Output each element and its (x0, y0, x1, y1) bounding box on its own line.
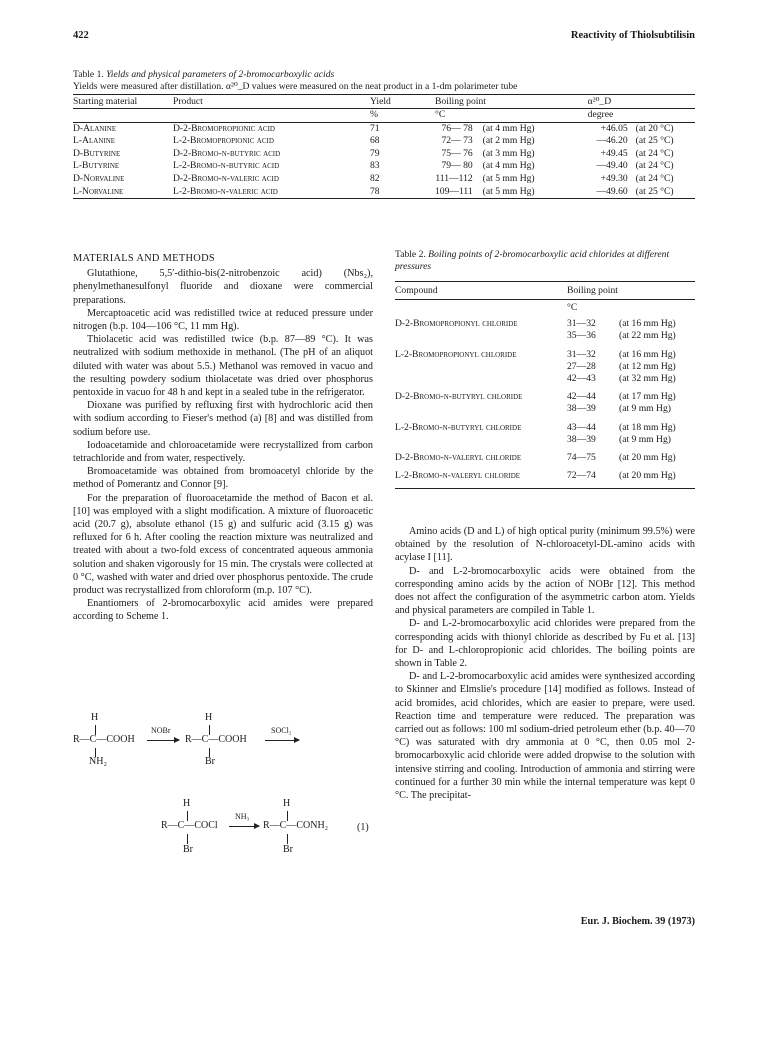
table-cell: L-2-Bromo-n-valeric acid (173, 185, 278, 197)
boiling-point: 74—75 (567, 452, 596, 464)
compound-name: D-2-Bromo-n-valeryl chloride (395, 452, 522, 464)
table-row (73, 160, 695, 173)
scheme-reactant: R—C—COOH (73, 734, 135, 745)
table-cell: (at 5 mm Hg) (482, 172, 535, 184)
table-cell: (at 24 °C) (635, 147, 674, 159)
rotation-unit: degree (587, 109, 614, 120)
pressure: (at 16 mm Hg) (619, 348, 676, 360)
paragraph: Mercaptoacetic acid was redistilled twice at reduced pressure under nitrogen (b.p. 104—106 °C, 11 mm Hg). (73, 307, 373, 333)
table-cell: (at 25 °C) (635, 135, 674, 147)
table-cell: D-2-Bromo-n-valeric acid (173, 172, 279, 184)
table-cell: L-Norvaline (73, 185, 124, 197)
table-1-header: Product (173, 96, 203, 107)
section-title: MATERIALS AND METHODS (73, 253, 215, 264)
table-1 (73, 69, 695, 199)
table-row (73, 173, 695, 186)
scheme-bond (287, 834, 288, 844)
table-row (73, 122, 695, 135)
table-cell: (at 24 °C) (635, 160, 674, 172)
paragraph: D- and L-2-bromocarboxylic acids were obtained from the corresponding amino acids by the action of NOBr [12]. This method does not affect the configuration of the asymmetric carbon atom. Yields and physical parameters are compiled in Table 1. (395, 565, 695, 617)
pressure: (at 20 mm Hg) (619, 452, 676, 464)
table-1-header: Boiling point (435, 96, 486, 107)
table-1-title: Yields and physical parameters of 2-bromocarboxylic acids (106, 69, 335, 80)
table-2-caption (395, 249, 695, 273)
table-row (395, 434, 695, 452)
paragraph: Enantiomers of 2-bromocarboxylic acid amides were prepared according to Scheme 1. (73, 598, 373, 623)
scheme-arrow (265, 740, 299, 741)
table-2-label: Table 2. (395, 249, 426, 260)
page-number: 422 (73, 30, 89, 41)
scheme-br: Br (283, 844, 293, 855)
table-cell: 75— 76 (441, 147, 473, 159)
table-row (73, 148, 695, 161)
scheme-intermediate: R—C—COOH (185, 734, 247, 745)
table-cell: D-Butyrine (73, 147, 121, 159)
table-cell: (at 24 °C) (635, 172, 674, 184)
table-cell: L-Alanine (73, 135, 116, 147)
boiling-point: 27—28 (567, 360, 596, 372)
pressure: (at 32 mm Hg) (619, 373, 676, 385)
table-cell: (at 4 mm Hg) (482, 160, 535, 172)
paragraph: D- and L-2-bromocarboxylic acid chlorides were prepared from the corresponding acids with thionyl chloride as described by Fu et al. [13] for D- and L-chloropropionic acid chlorides. The boiling points are shown in Table 2. (395, 618, 695, 670)
left-column (73, 252, 373, 624)
equation-number: (1) (357, 822, 369, 833)
compound-name: L-2-Bromo-n-butyryl chloride (395, 421, 522, 433)
paragraph: Dioxane was purified by refluxing first with hydrochloric acid then with sodium according to Fieser's method (a) [8] and was distilled from sodium before use. (73, 400, 373, 438)
table-cell: 82 (370, 172, 380, 184)
table-cell: L-Butyrine (73, 160, 120, 172)
paragraph: Iodoacetamide and chloroacetamide were recrystallized from carbon tetrachloride and from water, respectively. (73, 439, 373, 465)
running-title: Reactivity of Thiolsubtilisin (570, 30, 695, 41)
pressure: (at 20 mm Hg) (619, 470, 676, 482)
table-cell: 83 (370, 160, 380, 172)
table-cell: 76— 78 (441, 122, 473, 134)
scheme-nh2: NH₂ (89, 756, 107, 767)
table-cell: L-2-Bromo-n-butyric acid (173, 160, 280, 172)
boiling-point: 72—74 (567, 470, 596, 482)
table-cell: 109—111 (435, 185, 473, 197)
scheme-h: H (283, 798, 291, 809)
table-1-header: Yield (370, 96, 391, 107)
boiling-point: 42—44 (567, 391, 596, 403)
table-cell: 111—112 (435, 172, 473, 184)
table-cell: —46.20 (596, 135, 628, 147)
table-cell: D-2-Bromopropionic acid (173, 122, 275, 134)
paragraph: Glutathione, 5,5′-dithio-bis(2-nitrobenzoic acid) (Nbs₂), phenylmethanesulfonyl fluoride and dioxane were commercial preparations. (73, 268, 373, 306)
boiling-point: 42—43 (567, 373, 596, 385)
paragraph: For the preparation of fluoroacetamide the method of Bacon et al. [10] was employed with a slight modification. A mixture of fluoroacetic acid (20.7 g), absolute ethanol (15 g) and sulfuric acid (3.15 g) was refluxed for 6 h. After cooling the reaction mixture was neutralized and treated with about a two-fold excess of concentrated aqueous ammonia solution and shaken vigorously for 15 min. The crystals were collected at 0 °C, washed with water and dried over phosphorus pentoxide. The crude product was recrystallized from chloroform (m.p. 107 °C). (73, 492, 373, 597)
table-cell: D-Alanine (73, 122, 117, 134)
table-cell: +49.45 (600, 147, 628, 159)
table-cell: (at 4 mm Hg) (482, 122, 535, 134)
scheme-h: H (91, 712, 99, 723)
table-row (395, 349, 695, 361)
boiling-point: 31—32 (567, 348, 596, 360)
scheme-bond (187, 834, 188, 844)
pressure: (at 9 mm Hg) (619, 403, 671, 415)
boiling-point: 43—44 (567, 421, 596, 433)
table-2-grid (395, 281, 695, 489)
scheme-br: Br (205, 756, 215, 767)
pressure: (at 16 mm Hg) (619, 318, 676, 330)
scheme-amide: R—C—CONH₂ (263, 820, 329, 831)
pressure: (at 12 mm Hg) (619, 360, 676, 372)
scheme-reagent: SOCl₂ (271, 726, 292, 735)
scheme-acid-chloride: R—C—COCl (161, 820, 218, 831)
table-row (395, 373, 695, 391)
table-row (395, 361, 695, 373)
table-row (395, 452, 695, 470)
right-column (395, 525, 695, 802)
table-cell: +49.30 (600, 172, 628, 184)
table-1-unit-row (73, 109, 695, 123)
table-row (395, 318, 695, 330)
compound-name: L-2-Bromopropionyl chloride (395, 348, 517, 360)
table-cell: (at 5 mm Hg) (482, 185, 535, 197)
bp-unit: °C (567, 302, 578, 313)
scheme-reagent: NH₃ (235, 812, 250, 821)
table-cell: 79 (370, 147, 380, 159)
table-row (73, 186, 695, 199)
compound-name: D-2-Bromopropionyl chloride (395, 318, 518, 330)
table-2-unit-row (395, 300, 695, 319)
scheme-arrow (229, 826, 259, 827)
scheme-h: H (183, 798, 191, 809)
bp-unit: °C (435, 109, 446, 120)
paragraph: Bromoacetamide was obtained from bromoacetyl chloride by the method of Pomerantz and Connor [9]. (73, 466, 373, 491)
table-cell: D-Norvaline (73, 172, 125, 184)
table-cell: (at 25 °C) (635, 185, 674, 197)
compound-name: L-2-Bromo-n-valeryl chloride (395, 470, 521, 482)
table-row (395, 391, 695, 403)
boiling-point: 38—39 (567, 433, 596, 445)
table-row (395, 470, 695, 489)
table-cell: 71 (370, 122, 380, 134)
scheme-arrow (147, 740, 179, 741)
table-1-header-row (73, 95, 695, 109)
journal-footer: Eur. J. Biochem. 39 (1973) (580, 916, 695, 927)
scheme-reagent: NOBr (151, 726, 171, 735)
table-cell: (at 2 mm Hg) (482, 135, 535, 147)
table-cell: 78 (370, 185, 380, 197)
table-1-grid (73, 94, 695, 199)
table-cell: 68 (370, 135, 380, 147)
table-1-header: α²⁰_D (587, 96, 612, 107)
boiling-point: 38—39 (567, 403, 596, 415)
table-cell: (at 3 mm Hg) (482, 147, 535, 159)
table-cell: (at 20 °C) (635, 122, 674, 134)
table-2-title: Boiling points of 2-bromocarboxylic acid chlorides at different pressures (395, 249, 670, 272)
table-cell: +46.05 (600, 122, 628, 134)
scheme-h: H (205, 712, 213, 723)
table-row (395, 403, 695, 421)
paragraph: D- and L-2-bromocarboxylic acid amides were synthesized according to Skinner and Elmslie's procedure [14] modified as follows. Instead of acid bromides, acid chlorides, which are easier to prepare, were used. Reaction time and temperature were reduced. The preparation was carried out as follows: 100 ml sodium-dried petroleum ether (b.p. 40—70 °C) was saturated with dry ammonia at 0 °C, then 0.05 mol 2-bromocarboxylic acid chloride were added dropwise to the solution with intensive stirring and cooling. Introduction of ammonia and stirring were continued for a further 30 min while the internal temperature was kept 0 °C. The precipitat- (395, 671, 695, 802)
table-row (395, 422, 695, 434)
table-cell: L-2-Bromopropionic acid (173, 135, 274, 147)
table-1-label: Table 1. (73, 69, 104, 80)
compound-name: D-2-Bromo-n-butyryl chloride (395, 391, 523, 403)
table-2-header: Boiling point (567, 285, 618, 296)
table-2 (395, 249, 695, 489)
table-cell: —49.60 (596, 185, 628, 197)
table-cell: D-2-Bromo-n-butyric acid (173, 147, 281, 159)
pressure: (at 9 mm Hg) (619, 433, 671, 445)
table-1-header: Starting material (73, 96, 138, 107)
yield-unit: % (370, 109, 378, 120)
pressure: (at 18 mm Hg) (619, 421, 676, 433)
table-cell: 72— 73 (441, 135, 473, 147)
boiling-point: 35—36 (567, 330, 596, 342)
table-1-caption (73, 69, 695, 93)
table-row (73, 135, 695, 148)
paragraph: Amino acids (D and L) of high optical purity (minimum 99.5%) were obtained by the resolution of N-chloroacetyl-DL-amino acids with acylase I [11]. (395, 526, 695, 564)
paragraph: Thiolacetic acid was redistilled twice (b.p. 87—89 °C). It was neutralized with sodium methoxide in methanol. (The pH of an aliquot diluted with water was about 5.5.) Methanol was removed in vacuo and the resulting powdery sodium thiolacetate was dried over phosphorus pentoxide in vacuo for 48 h and kept in a sealed tube in the refrigerator. (73, 334, 373, 399)
reaction-scheme (73, 712, 373, 882)
table-cell: —49.40 (596, 160, 628, 172)
table-cell: 79— 80 (441, 160, 473, 172)
boiling-point: 31—32 (567, 318, 596, 330)
scheme-br: Br (183, 844, 193, 855)
table-1-note: Yields were measured after distillation. α²⁰_D values were measured on the neat product in a 1-dm polarimeter tube (73, 81, 518, 92)
pressure: (at 22 mm Hg) (619, 330, 676, 342)
table-2-header: Compound (395, 285, 438, 296)
table-2-header-row (395, 282, 695, 300)
pressure: (at 17 mm Hg) (619, 391, 676, 403)
table-row (395, 330, 695, 348)
